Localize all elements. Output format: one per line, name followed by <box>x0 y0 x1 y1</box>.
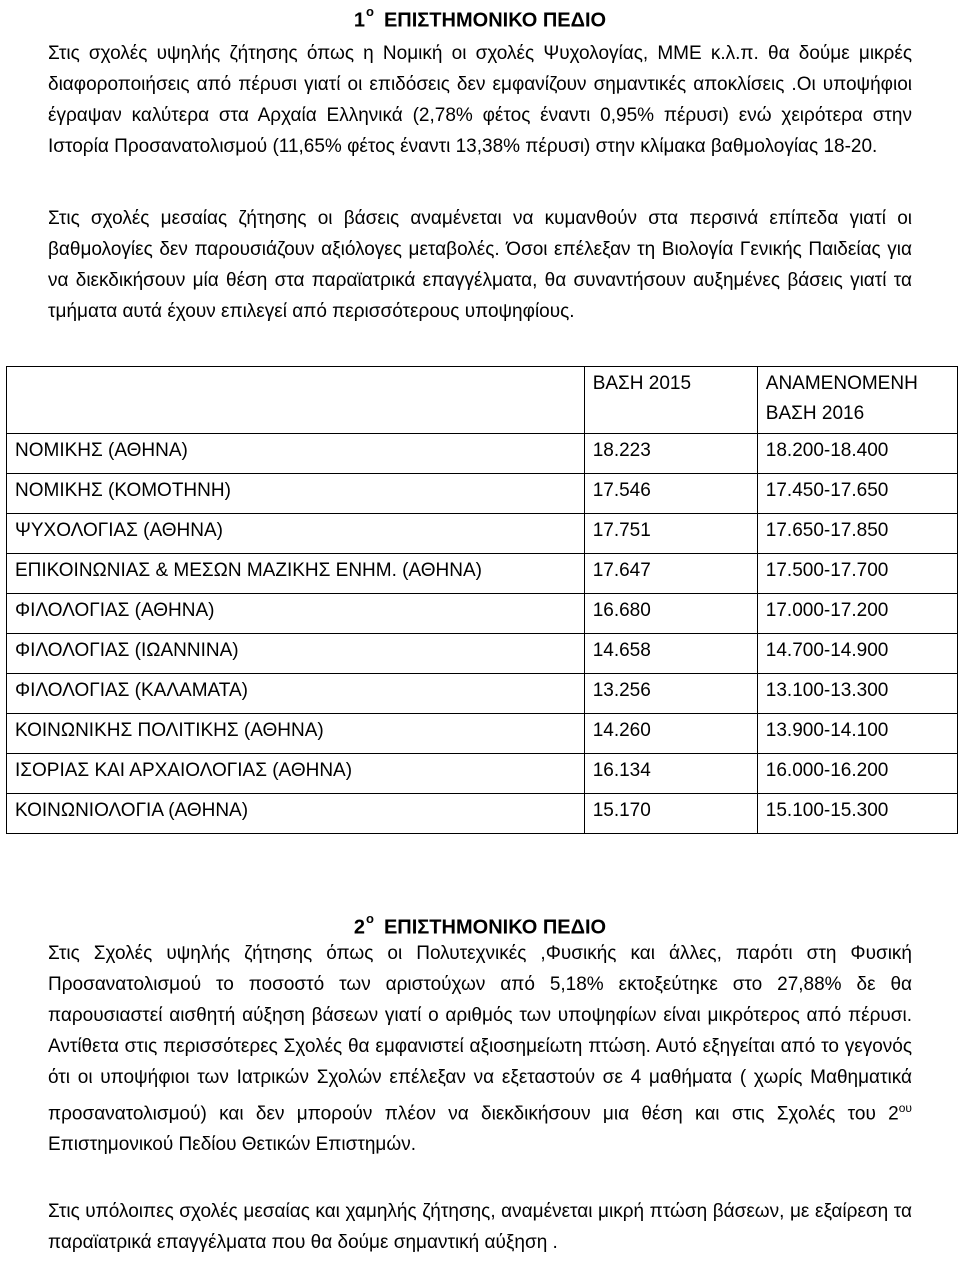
table-cell-school: ΦΙΛΟΛΟΓΙΑΣ (ΚΑΛΑΜΑΤΑ) <box>7 674 585 714</box>
table-cell-expected-2016: 13.100-13.300 <box>757 674 957 714</box>
section1-sup: ο <box>366 4 374 19</box>
table-cell-base-2015: 16.134 <box>584 754 757 794</box>
bases-table <box>6 366 958 834</box>
table-header-cell: ΒΑΣΗ 2015 <box>584 367 757 434</box>
table-cell-expected-2016: 13.900-14.100 <box>757 714 957 754</box>
table-cell-school: ΕΠΙΚΟΙΝΩΝΙΑΣ & ΜΕΣΩΝ ΜΑΖΙΚΗΣ ΕΝΗΜ. (ΑΘΗΝΑ) <box>7 554 585 594</box>
section1-heading <box>0 2 960 34</box>
table-cell-base-2015: 16.680 <box>584 594 757 634</box>
table-cell-expected-2016: 17.000-17.200 <box>757 594 957 634</box>
section2-title: ΕΠΙΣΤΗΜΟΝΙΚΟ ΠΕΔΙΟ <box>383 916 607 939</box>
section2-paragraph-2: Στις υπόλοιπες σχολές μεσαίας και χαμηλής ζήτησης, αναμένεται μικρή πτώση βάσεων, με εξαίρεση τα παραϊατρικά επαγγέλματα που θα δούμε σημαντική αύξηση . <box>48 1201 912 1253</box>
table-row <box>7 474 958 514</box>
table-cell-base-2015: 17.546 <box>584 474 757 514</box>
section2-heading <box>0 909 960 941</box>
table-cell-expected-2016: 17.500-17.700 <box>757 554 957 594</box>
table-row <box>7 434 958 474</box>
table-row <box>7 594 958 634</box>
section2-paragraph-1 <box>48 938 912 1160</box>
table-cell-school: ΝΟΜΙΚΗΣ (ΑΘΗΝΑ) <box>7 434 585 474</box>
table-row <box>7 634 958 674</box>
table-header-cell <box>7 367 585 434</box>
section1-title: ΕΠΙΣΤΗΜΟΝΙΚΟ ΠΕΔΙΟ <box>383 9 607 32</box>
table-header-row <box>7 367 958 434</box>
table-cell-school: ΦΙΛΟΛΟΓΙΑΣ (ΙΩΑΝΝΙΝΑ) <box>7 634 585 674</box>
table-cell-base-2015: 15.170 <box>584 794 757 834</box>
section2-number: 2 <box>353 916 366 939</box>
section1-paragraph-2: Στις σχολές μεσαίας ζήτησης οι βάσεις αναμένεται να κυμανθούν στα περσινά επίπεδα γιατί οι βαθμολογίες δεν παρουσιάζουν αξιόλογες μεταβολές. Όσοι επέλεξαν τη Βιολογία Γενικής Παιδείας για να διεκδικήσουν μία θέση στα παραϊατρικά επαγγέλματα, θα συναντήσουν αυξημένες βάσεις γιατί τα τμήματα αυτά έχουν επιλεγεί από περισσότερους υποψηφίους. <box>48 208 912 322</box>
table-cell-expected-2016: 17.450-17.650 <box>757 474 957 514</box>
table-cell-expected-2016: 14.700-14.900 <box>757 634 957 674</box>
section2-paragraph-1-sup: ου <box>898 1101 912 1115</box>
table-cell-school: ΚΟΙΝΩΝΙΚΗΣ ΠΟΛΙΤΙΚΗΣ (ΑΘΗΝΑ) <box>7 714 585 754</box>
table-row <box>7 714 958 754</box>
table-cell-expected-2016: 16.000-16.200 <box>757 754 957 794</box>
section1-paragraph-1: Στις σχολές υψηλής ζήτησης όπως η Νομική οι σχολές Ψυχολογίας, ΜΜΕ κ.λ.π. θα δούμε μικρές διαφοροποιήσεις από πέρυσι γιατί οι επιδόσεις δεν εμφανίζουν σημαντικές αποκλίσεις .Οι υποψήφιοι έγραψαν καλύτερα στα Αρχαία Ελληνικά (2,78% φέτος έναντι 0,95% πέρυσι) ενώ χειρότερα στην Ιστορία Προσανατολισμού (11,65% φέτος έναντι 13,38% πέρυσι) στην κλίμακα βαθμολογίας 18-20. <box>48 43 912 157</box>
table-cell-expected-2016: 17.650-17.850 <box>757 514 957 554</box>
table-cell-base-2015: 13.256 <box>584 674 757 714</box>
table-cell-school: ΝΟΜΙΚΗΣ (ΚΟΜΟΤΗΝΗ) <box>7 474 585 514</box>
section2-sup: ο <box>366 911 374 926</box>
table-cell-base-2015: 17.751 <box>584 514 757 554</box>
table-row <box>7 674 958 714</box>
table-cell-base-2015: 17.647 <box>584 554 757 594</box>
table-cell-school: ΚΟΙΝΩΝΙΟΛΟΓΙΑ (ΑΘΗΝΑ) <box>7 794 585 834</box>
section2-paragraph-1-end: Επιστημονικού Πεδίου Θετικών Επιστημών. <box>48 1134 416 1156</box>
table-cell-base-2015: 14.260 <box>584 714 757 754</box>
table-cell-school: ΨΥΧΟΛΟΓΙΑΣ (ΑΘΗΝΑ) <box>7 514 585 554</box>
table-cell-expected-2016: 15.100-15.300 <box>757 794 957 834</box>
section1-number: 1 <box>353 9 366 32</box>
table-cell-expected-2016: 18.200-18.400 <box>757 434 957 474</box>
table-cell-base-2015: 14.658 <box>584 634 757 674</box>
table-row <box>7 554 958 594</box>
table-header-cell: ΑΝΑΜΕΝΟΜΕΝΗ ΒΑΣΗ 2016 <box>757 367 957 434</box>
table-row <box>7 514 958 554</box>
table-cell-school: ΦΙΛΟΛΟΓΙΑΣ (ΑΘΗΝΑ) <box>7 594 585 634</box>
table-cell-base-2015: 18.223 <box>584 434 757 474</box>
table-row <box>7 754 958 794</box>
section2-paragraph-1-main: Στις Σχολές υψηλής ζήτησης όπως οι Πολυτεχνικές ,Φυσικής και άλλες, παρότι στη Φυσική Προσανατολισμού το ποσοστό των αριστούχων από 5,18% εκτοξεύτηκε στο 27,88% δε θα παρουσιαστεί αισθητή αύξηση βάσεων γιατί ο αριθμός των υποψηφίων είναι μικρότερος από πέρυσι. Αντίθετα στις περισσότερες Σχολές θα εμφανιστεί αξιοσημείωτη πτώση. Αυτό εξηγείται από το γεγονός ότι οι υποψήφιοι των Ιατρικών Σχολών επέλεξαν να εξεταστούν σε 4 μαθήματα ( χωρίς Μαθηματικά προσανατολισμού) και δεν μπορούν πλέον να διεκδικήσουν μια θέση και στις Σχολές του 2 <box>48 943 912 1125</box>
table-cell-school: ΙΣΟΡΙΑΣ ΚΑΙ ΑΡΧΑΙΟΛΟΓΙΑΣ (ΑΘΗΝΑ) <box>7 754 585 794</box>
table-row <box>7 794 958 834</box>
